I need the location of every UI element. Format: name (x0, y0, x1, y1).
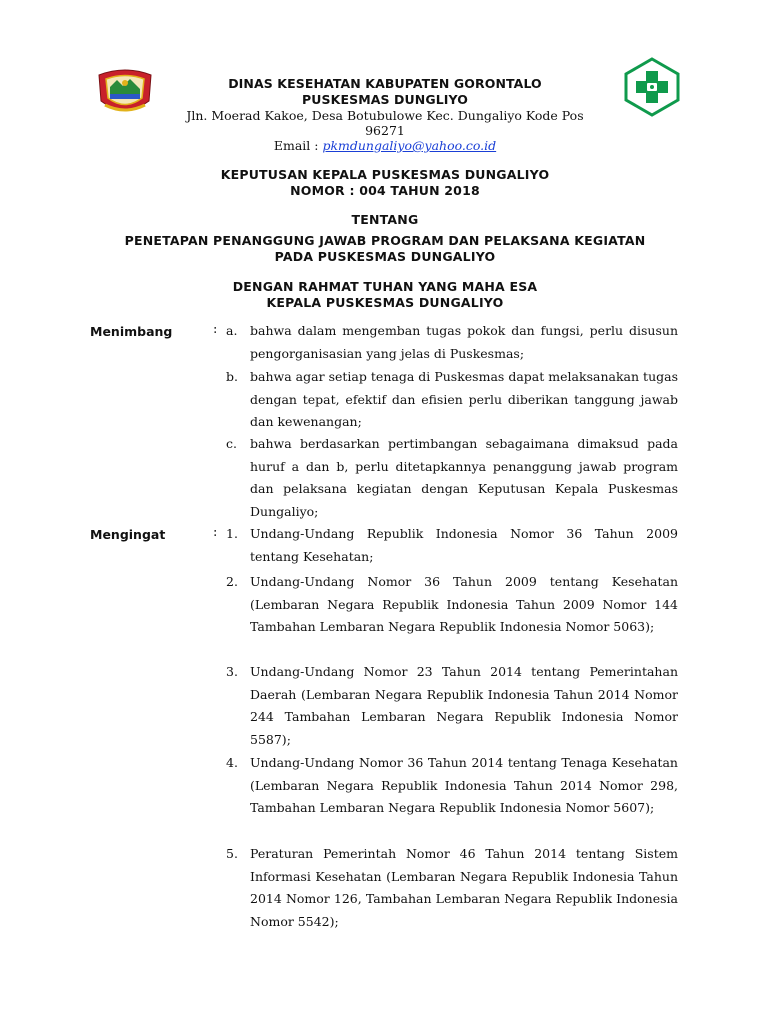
unit-name: PUSKESMAS DUNGLIYO (302, 92, 468, 107)
item-text: bahwa dalam mengemban tugas pokok dan fungsi, perlu disusun pengorganisasian yang jelas di Puskesmas; (250, 323, 678, 361)
item-marker: 5. (226, 846, 238, 861)
item-text: bahwa berdasarkan pertimbangan sebagaimana dimaksud pada huruf a dan b, perlu ditetapkannya penanggung jawab program dan pelaksana kegiatan dengan Keputusan Kepala Puskesmas Dungaliyo; (250, 436, 678, 519)
decree-title: KEPUTUSAN KEPALA PUSKESMAS DUNGALIYO (220, 167, 550, 182)
item-text: Undang-Undang Nomor 23 Tahun 2014 tentang Pemerintahan Daerah (Lembaran Negara Republik Indonesia Tahun 2014 Nomor 244 Tambahan Lembaran Negara Republik Indonesia Nomor 5587); (250, 664, 678, 747)
decree-heading (90, 167, 680, 199)
item-text: Peraturan Pemerintah Nomor 46 Tahun 2014 tentang Sistem Informasi Kesehatan (Lembaran Negara Republik Indonesia Tahun 2014 Nomor 126, Tambahan Lembaran Negara Republik Indonesia Nomor 5542); (250, 846, 678, 929)
grace-block (90, 279, 680, 311)
mengingat-colon: : (213, 525, 218, 540)
item-marker: 4. (226, 755, 238, 770)
decree-subject (90, 233, 680, 265)
puskesmas-green-cross-icon (624, 57, 680, 117)
agency-name: DINAS KESEHATAN KABUPATEN GORONTALO (228, 76, 542, 91)
grace-line-2: KEPALA PUSKESMAS DUNGALIYO (266, 295, 504, 310)
grace-line-1: DENGAN RAHMAT TUHAN YANG MAHA ESA (232, 279, 538, 294)
item-marker: 3. (226, 664, 238, 679)
subject-line-2: PADA PUSKESMAS DUNGALIYO (274, 249, 496, 264)
mengingat-item (226, 752, 678, 820)
about-label: TENTANG (351, 212, 419, 227)
menimbang-label: Menimbang (90, 324, 173, 339)
item-marker: c. (226, 436, 237, 451)
menimbang-colon: : (213, 322, 218, 337)
menimbang-item (226, 433, 678, 523)
item-text: Undang-Undang Nomor 36 Tahun 2009 tentang Kesehatan (Lembaran Negara Republik Indonesia Tahun 2009 Nomor 144 Tambahan Lembaran Negara Republik Indonesia Nomor 5063); (250, 574, 678, 634)
decree-about (90, 212, 680, 228)
item-marker: 2. (226, 574, 238, 589)
letterhead (170, 76, 600, 154)
item-text: bahwa agar setiap tenaga di Puskesmas dapat melaksanakan tugas dengan tepat, efektif dan efisien perlu diberikan tanggung jawab dan kewenangan; (250, 369, 678, 429)
mengingat-item (226, 571, 678, 639)
item-text: Undang-Undang Nomor 36 Tahun 2014 tentang Tenaga Kesehatan (Lembaran Negara Republik Indonesia Tahun 2014 Nomor 298, Tambahan Lembaran Negara Republik Indonesia Nomor 5607); (250, 755, 678, 815)
item-marker: 1. (226, 526, 238, 541)
mengingat-label: Mengingat (90, 527, 166, 542)
subject-line-1: PENETAPAN PENANGGUNG JAWAB PROGRAM DAN PELAKSANA KEGIATAN (124, 233, 646, 248)
item-marker: a. (226, 323, 238, 338)
kabupaten-gorontalo-emblem-icon (95, 65, 155, 117)
email-link[interactable]: pkmdungaliyo@yahoo.co.id (322, 138, 497, 153)
item-text: Undang-Undang Republik Indonesia Nomor 36 Tahun 2009 tentang Kesehatan; (250, 526, 678, 564)
menimbang-item (226, 320, 678, 365)
mengingat-item (226, 843, 678, 933)
address: Jln. Moerad Kakoe, Desa Botubulowe Kec. Dungaliyo Kode Pos 96271 (186, 108, 584, 138)
mengingat-item (226, 661, 678, 751)
email-label: Email : (273, 138, 323, 153)
menimbang-item (226, 366, 678, 434)
mengingat-item (226, 523, 678, 568)
email-line (170, 138, 600, 154)
item-marker: b. (226, 369, 238, 384)
decree-number: NOMOR : 004 TAHUN 2018 (290, 183, 480, 198)
